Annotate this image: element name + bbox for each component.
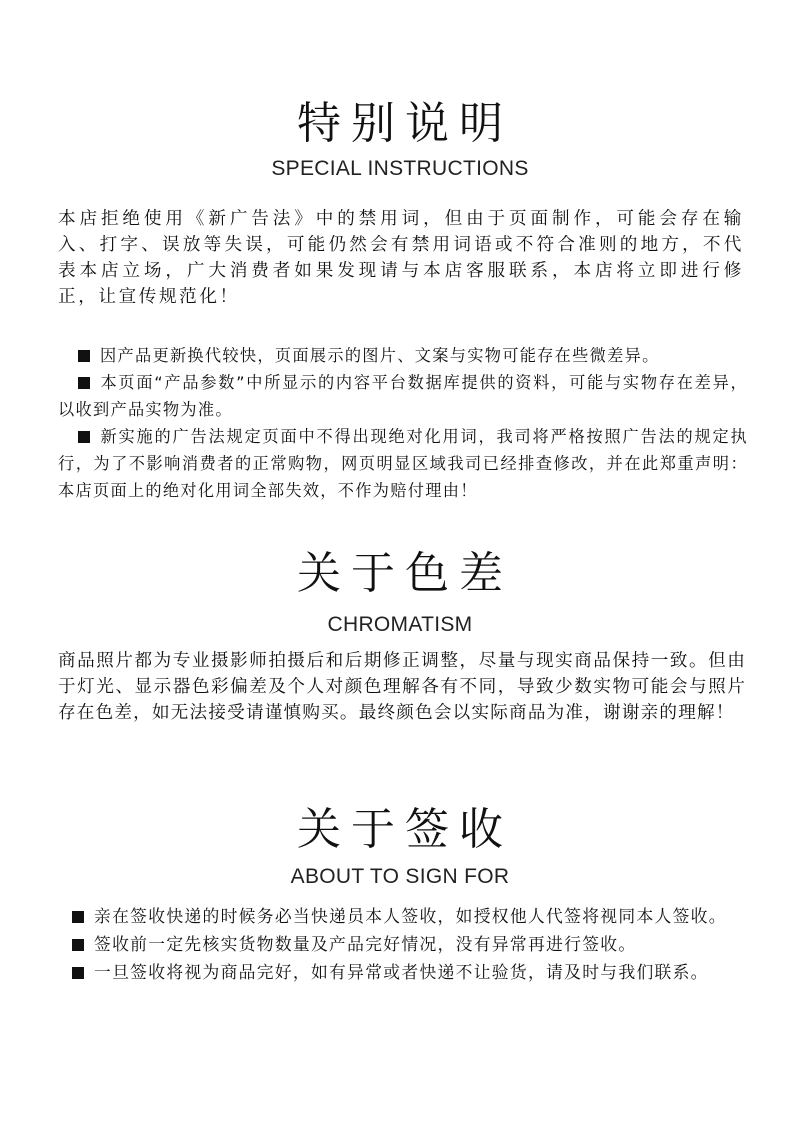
special-instructions-list — [58, 342, 748, 504]
sign-for-subtitle: ABOUT TO SIGN FOR — [290, 865, 510, 888]
special-instructions-subtitle: SPECIAL INSTRUCTIONS — [271, 157, 529, 180]
sign-for-title: 关于签收 — [297, 804, 513, 855]
square-bullet-icon — [72, 939, 84, 951]
list-item-text: 新实施的广告法规定页面中不得出现绝对化用词，我司将严格按照广告法的规定执行，为了不影响消费者的正常购物，网页明显区域我司已经排查修改，并在此郑重声明：本店页面上的绝对化用词全部失效，不作为赔付理由！ — [58, 427, 748, 500]
list-item — [52, 902, 750, 930]
list-item-text: 签收前一定先核实货物数量及产品完好情况，没有异常再进行签收。 — [94, 934, 637, 954]
square-bullet-icon — [78, 431, 90, 443]
list-item — [52, 930, 750, 958]
square-bullet-icon — [78, 377, 90, 389]
square-bullet-icon — [72, 967, 84, 979]
chromatism-subtitle: CHROMATISM — [327, 613, 473, 636]
list-item — [58, 423, 748, 504]
list-item — [58, 342, 748, 369]
square-bullet-icon — [78, 350, 90, 362]
square-bullet-icon — [72, 911, 84, 923]
special-instructions-intro: 本店拒绝使用《新广告法》中的禁用词，但由于页面制作，可能会存在输入、打字、误放等失误，可能仍然会有禁用词语或不符合准则的地方，不代表本店立场，广大消费者如果发现请与本店客服联系，本店将立即进行修正，让宣传规范化！ — [58, 209, 744, 307]
list-item-text: 本页面“产品参数”中所显示的内容平台数据库提供的资料，可能与实物存在差异，以收到产品实物为准。 — [58, 373, 748, 419]
chromatism-title: 关于色差 — [297, 548, 513, 599]
list-item-text: 亲在签收快递的时候务必当快递员本人签收，如授权他人代签将视同本人签收。 — [94, 906, 727, 926]
chromatism-text: 商品照片都为专业摄影师拍摄后和后期修正调整，尽量与现实商品保持一致。但由于灯光、显示器色彩偏差及个人对颜色理解各有不同，导致少数实物可能会与照片存在色差，如无法接受请谨慎购买。最终颜色会以实际商品为准，谢谢亲的理解！ — [58, 651, 746, 723]
sign-for-list — [52, 902, 750, 986]
list-item — [52, 958, 750, 986]
list-item-text: 一旦签收将视为商品完好，如有异常或者快递不让验货，请及时与我们联系。 — [94, 962, 709, 982]
list-item-text: 因产品更新换代较快，页面展示的图片、文案与实物可能存在些微差异。 — [100, 346, 660, 365]
special-instructions-title: 特别说明 — [297, 98, 513, 149]
list-item — [58, 369, 748, 423]
